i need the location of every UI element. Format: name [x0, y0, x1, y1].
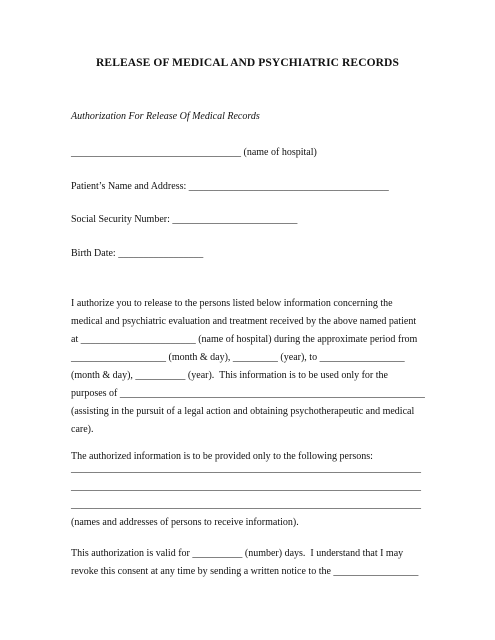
authorized-person-blank: ______________________________________________________________________: [71, 499, 421, 510]
authorized-person-blank: ______________________________________________________________________: [71, 481, 421, 492]
validity-paragraph-line: revoke this consent at any time by sending a written notice to the _________________: [71, 566, 419, 577]
authorization-paragraph-line: I authorize you to release to the persons listed below information concerning the: [71, 298, 393, 309]
authorized-persons-intro: The authorized information is to be provided only to the following persons:: [71, 451, 373, 462]
authorized-person-blank: ______________________________________________________________________: [71, 463, 421, 474]
social-security-number-field: Social Security Number: _________________________: [71, 214, 298, 225]
document-title: RELEASE OF MEDICAL AND PSYCHIATRIC RECORDS: [96, 57, 399, 69]
authorization-paragraph-line: (month & day), __________ (year). This information is to be used only for the: [71, 370, 388, 381]
patient-name-address-field: Patient’s Name and Address: ________________________________________: [71, 181, 389, 192]
document-subtitle: Authorization For Release Of Medical Records: [71, 111, 260, 122]
authorization-paragraph-line: at _______________________ (name of hospital) during the approximate period from: [71, 334, 418, 345]
authorization-paragraph-line: (assisting in the pursuit of a legal action and obtaining psychotherapeutic and medical: [71, 406, 415, 417]
authorized-persons-note: (names and addresses of persons to receive information).: [71, 517, 299, 528]
authorization-paragraph-line: care).: [71, 424, 94, 435]
authorization-paragraph-line: purposes of _____________________________________________________________: [71, 388, 425, 399]
authorization-paragraph-line: medical and psychiatric evaluation and treatment received by the above named patient: [71, 316, 417, 327]
hospital-name-field: __________________________________ (name of hospital): [71, 147, 317, 158]
validity-paragraph-line: This authorization is valid for __________ (number) days. I understand that I may: [71, 548, 404, 559]
birth-date-field: Birth Date: _________________: [71, 248, 204, 259]
authorization-paragraph-line: ___________________ (month & day), _________ (year), to _________________: [71, 352, 405, 363]
